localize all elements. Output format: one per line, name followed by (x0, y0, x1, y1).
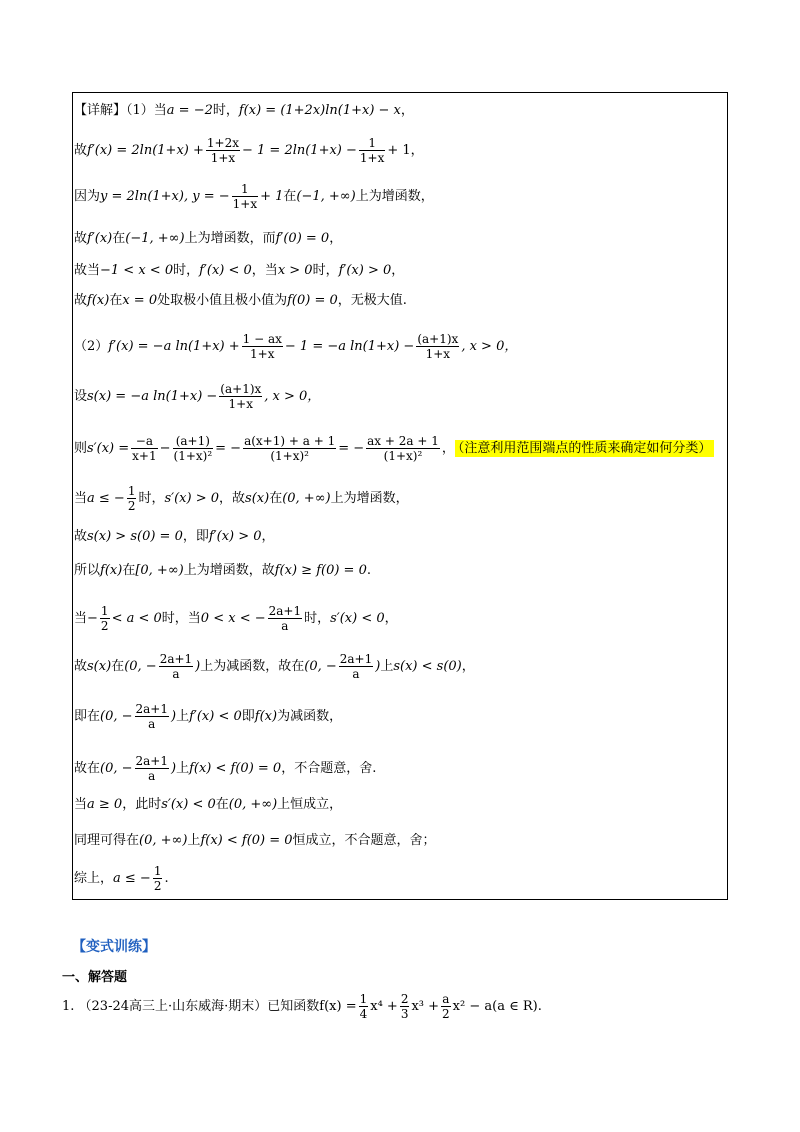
text: 当 (74, 491, 88, 506)
math: (0, − (304, 659, 337, 674)
text: 故 (74, 143, 88, 158)
text: 上 (187, 833, 201, 848)
math: f(x) = (319, 999, 357, 1014)
math: ) (171, 761, 177, 776)
math: a ≥ 0 (87, 797, 123, 812)
math: f(x) < f(0) = 0 (189, 761, 282, 776)
text: 上 (176, 761, 190, 776)
text: 时， (138, 491, 165, 506)
text: 即 (241, 709, 255, 724)
fraction: $\frac{1}{1+x}$ (232, 182, 258, 211)
math: s′(x) < 0 (161, 797, 216, 812)
fraction: $\frac{1}{4}$ (359, 992, 368, 1021)
text: 故在 (74, 761, 101, 776)
math: (0, − (100, 761, 133, 776)
text: ，即 (182, 529, 209, 544)
solution-line-14 (74, 652, 475, 681)
math: , x > 0， (461, 339, 518, 354)
solution-line-6 (74, 292, 407, 310)
text: 时， (312, 263, 339, 278)
math: f(x) (100, 563, 123, 578)
text: ， (261, 529, 275, 544)
solution-line-16 (74, 754, 376, 783)
math: s(x) > s(0) = 0 (87, 529, 183, 544)
text: 时， (304, 611, 331, 626)
text: 综上， (74, 871, 114, 886)
text: ，不合题意，舍. (281, 761, 377, 776)
math: < a < 0 (111, 611, 162, 626)
text: 上为减函数，故在 (200, 659, 305, 674)
math: y = 2ln(1+x), y = − (100, 189, 230, 204)
solution-line-1 (74, 102, 414, 120)
fraction: $\frac{1}{1+x}$ (359, 136, 385, 165)
text: 在 (111, 659, 125, 674)
text: 上为增函数， (355, 189, 434, 204)
subsection-title: 一、解答题 (62, 970, 128, 985)
text: ，当 (251, 263, 278, 278)
text: ， (329, 231, 343, 246)
math: ) (375, 659, 381, 674)
solution-line-3 (74, 182, 434, 211)
math: −1 < x < 0 (100, 263, 174, 278)
text: 故 (74, 529, 88, 544)
text: 故 (74, 231, 88, 246)
math: = − (338, 441, 365, 456)
math: x² − a(a ∈ R) (452, 999, 538, 1014)
math: f′(x) = −a ln(1+x) + (108, 339, 240, 354)
text: ， (384, 611, 398, 626)
math: s(x) < s(0) (393, 659, 462, 674)
text: ， (461, 659, 475, 674)
text: 设 (74, 389, 88, 404)
solution-line-8 (74, 382, 320, 411)
solution-line-2 (74, 136, 424, 165)
math: s′(x) = (87, 441, 130, 456)
fraction: $\frac{2a+1}{a}$ (159, 652, 193, 681)
text: 故 (74, 293, 88, 308)
text: 在 (283, 189, 297, 204)
math: [0, +∞) (135, 563, 184, 578)
fraction: $\frac{2a+1}{a}$ (135, 754, 168, 783)
math: − (159, 441, 171, 456)
math: s(x) (87, 659, 112, 674)
math: s′(x) > 0 (164, 491, 220, 506)
text: 在 (112, 231, 126, 246)
math: f(x) = (1+2x)ln(1+x) − x (238, 103, 401, 118)
math: s′(x) < 0 (330, 611, 385, 626)
text: 1. （23-24高三上·山东威海·期末）已知函数 (62, 999, 320, 1014)
math: s(x) (245, 491, 270, 506)
fraction: $\frac{2a+1}{a}$ (339, 652, 373, 681)
solution-line-9 (74, 434, 714, 463)
math: f′(x) (87, 231, 113, 246)
text: 在 (122, 563, 136, 578)
solution-line-5 (74, 262, 404, 280)
solution-line-11 (74, 528, 275, 546)
text: 当 (74, 797, 88, 812)
highlighted-note: （注意利用范围端点的性质来确定如何分类） (455, 440, 715, 457)
math: , x > 0， (264, 389, 321, 404)
math: (0, − (100, 709, 133, 724)
text: （2） (74, 339, 109, 354)
text: 恒成立，不合题意，舍； (292, 833, 436, 848)
text: ， (391, 263, 405, 278)
text: 【详解】（1）当 (74, 103, 167, 118)
text: . (537, 999, 542, 1014)
math: (0, +∞) (139, 833, 188, 848)
math: f(x) (87, 293, 110, 308)
solution-line-12 (74, 562, 371, 580)
math: f(x) < f(0) = 0 (200, 833, 293, 848)
math: f′(x) = 2ln(1+x) + (87, 143, 204, 158)
solution-line-10 (74, 484, 409, 513)
text: 上为增函数， (330, 491, 409, 506)
text: 在 (269, 491, 283, 506)
math: (−1, +∞) (125, 231, 185, 246)
math: a ≤ − (87, 491, 125, 506)
math: f(0) = 0 (287, 293, 338, 308)
question-1 (62, 992, 542, 1021)
text: 上 (380, 659, 394, 674)
math: = − (215, 441, 242, 456)
math: − 1 = −a ln(1+x) − (284, 339, 415, 354)
math: a = −2 (166, 103, 213, 118)
math: x > 0 (277, 263, 313, 278)
fraction: $\frac{-a}{x+1}$ (132, 434, 157, 463)
text: + 1， (387, 143, 424, 158)
math: f′(x) < 0 (189, 709, 242, 724)
fraction: $\frac{a}{2}$ (442, 992, 450, 1021)
math: x⁴ + (370, 999, 398, 1014)
section-title: 【变式训练】 (72, 939, 156, 955)
text: ，故 (219, 491, 246, 506)
math: f′(x) > 0 (338, 263, 392, 278)
text: ， (400, 103, 414, 118)
fraction: $\frac{2a+1}{a}$ (135, 702, 168, 731)
fraction: $\frac{ax + 2a + 1}{\text{(1+x)²}}$ (367, 434, 439, 463)
text: 上为增函数，故 (183, 563, 275, 578)
math: (0, +∞) (282, 491, 331, 506)
math: f′(0) = 0 (275, 231, 330, 246)
solution-line-19 (74, 864, 169, 893)
fraction: $\frac{2}{3}$ (400, 992, 409, 1021)
text: 上 (176, 709, 190, 724)
math: x³ + (411, 999, 440, 1014)
solution-line-7 (74, 332, 517, 361)
math: ) (195, 659, 201, 674)
text: ，无极大值. (337, 293, 407, 308)
text: 上为增函数，而 (184, 231, 276, 246)
fraction: $\frac{1+2x}{1+x}$ (206, 136, 239, 165)
solution-line-18 (74, 832, 436, 850)
text: 故当 (74, 263, 101, 278)
math: a ≤ − (113, 871, 151, 886)
text: 即在 (74, 709, 101, 724)
math: ) (171, 709, 177, 724)
text: 时，当 (161, 611, 201, 626)
fraction: $\frac{1 - ax}{1+x}$ (242, 332, 282, 361)
fraction: $\frac{1}{2}$ (100, 604, 109, 633)
math: f(x) ≥ f(0) = 0 (274, 563, 367, 578)
text: . (366, 563, 371, 578)
text: 当 (74, 611, 88, 626)
math: (0, − (124, 659, 157, 674)
math: + 1 (260, 189, 284, 204)
text: 时， (212, 103, 239, 118)
text: 在 (109, 293, 123, 308)
solution-line-4 (74, 230, 342, 248)
text: . (164, 871, 169, 886)
math: − (87, 611, 98, 626)
fraction: $\frac{1}{2}$ (153, 864, 162, 893)
text: 因为 (74, 189, 101, 204)
text: ， (441, 441, 455, 456)
text: 时， (173, 263, 200, 278)
text: 则 (74, 441, 88, 456)
fraction: $\frac{2a+1}{a}$ (268, 604, 302, 633)
math: s(x) = −a ln(1+x) − (87, 389, 218, 404)
math: − 1 = 2ln(1+x) − (241, 143, 357, 158)
math: x = 0 (122, 293, 158, 308)
text: 在 (215, 797, 229, 812)
text: 处取极小值且极小值为 (157, 293, 288, 308)
text: 为减函数， (277, 709, 343, 724)
math: f(x) (254, 709, 278, 724)
text: 上恒成立， (277, 797, 343, 812)
solution-line-17 (74, 796, 342, 814)
math: 0 < x < − (200, 611, 266, 626)
fraction: $\frac{(a+1)x}{1+x}$ (220, 382, 262, 411)
text: 故 (74, 659, 88, 674)
text: 所以 (74, 563, 101, 578)
solution-line-13 (74, 604, 398, 633)
fraction: $\frac{a(x+1) + a + 1}{\text{(1+x)²}}$ (244, 434, 336, 463)
math: f′(x) < 0 (199, 263, 252, 278)
math: (−1, +∞) (296, 189, 356, 204)
fraction: $\frac{1}{2}$ (127, 484, 136, 513)
solution-line-15 (74, 702, 342, 731)
math: f′(x) > 0 (208, 529, 262, 544)
text: ，此时 (122, 797, 162, 812)
fraction: $\frac{(a+1)x}{1+x}$ (417, 332, 459, 361)
math: (0, +∞) (228, 797, 278, 812)
text: 同理可得在 (74, 833, 140, 848)
fraction: $\frac{(a+1)}{\text{(1+x)²}}$ (173, 434, 213, 463)
